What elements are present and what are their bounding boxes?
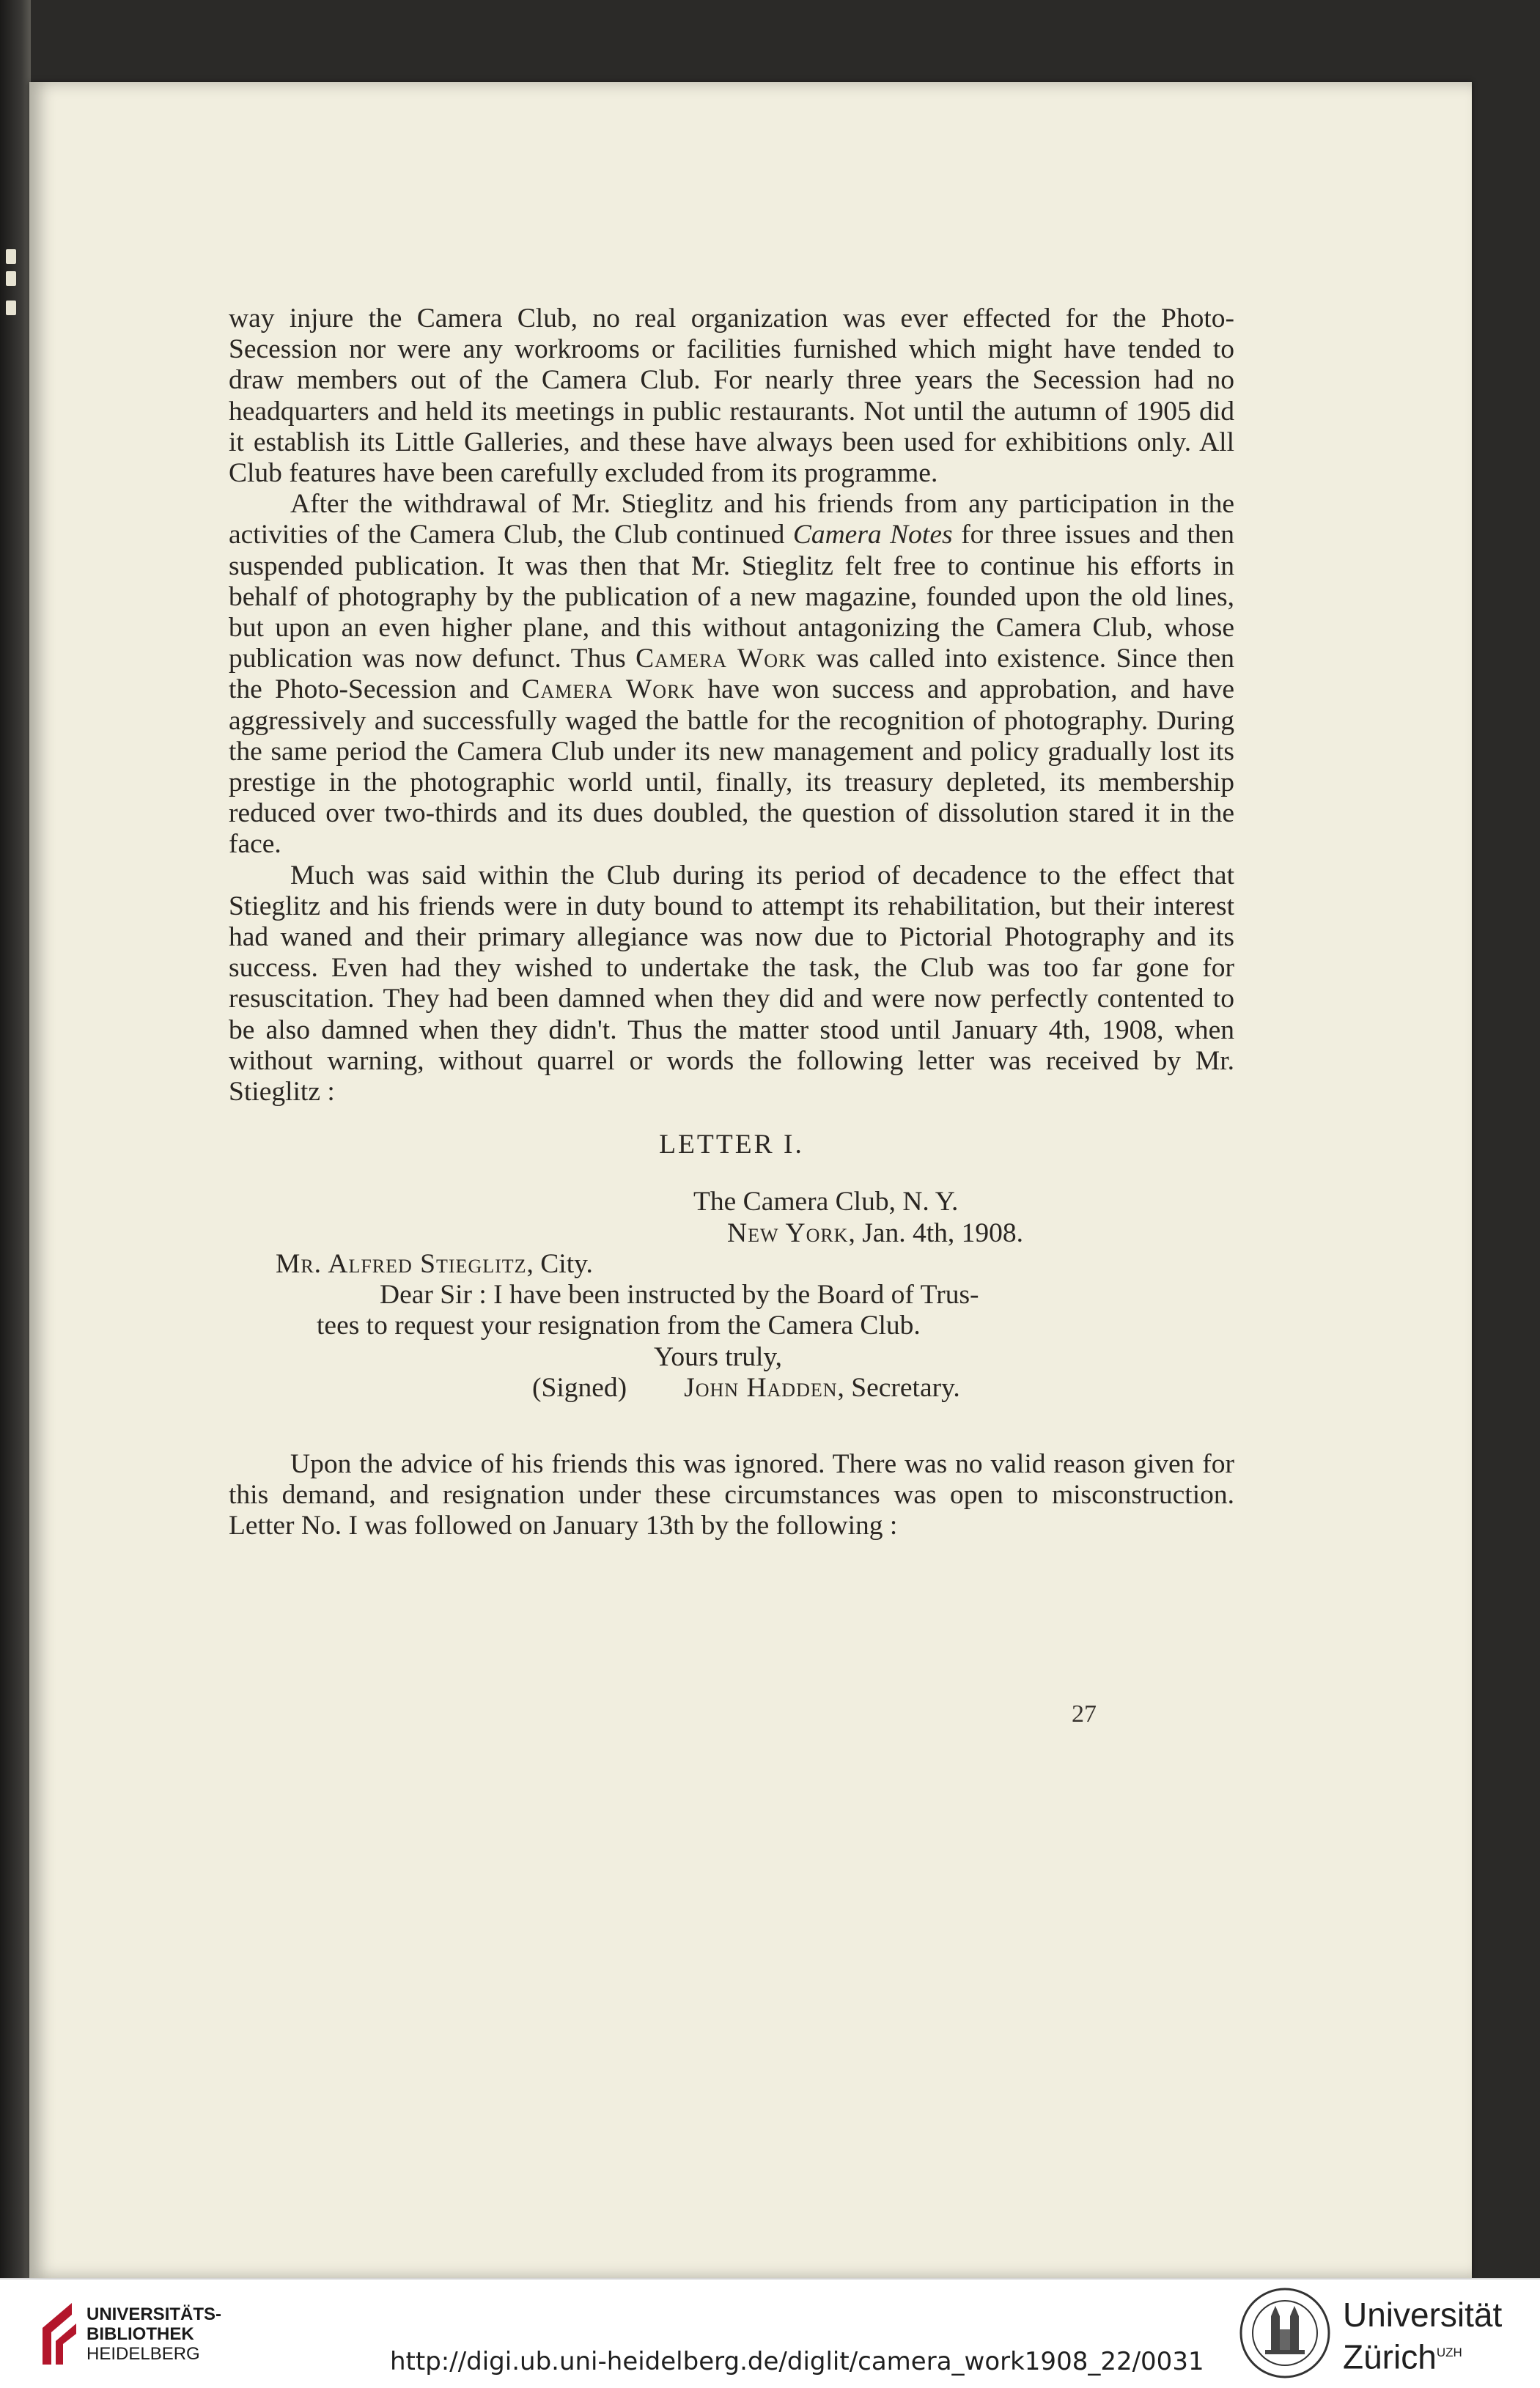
paragraph-2-text: have won success and approbation, and have aggressively and successfully waged the battle for the recognition of photography. During the same period the Camera Club under its new management and policy gradually lost its prestige in the photographic world until, finally, its treasury depleted, its membership reduced over two-thirds and its dues doubled, the question of dissolution stared it in the face.: [229, 674, 1234, 860]
binding-mark: [6, 271, 16, 286]
paragraph-2: [229, 489, 1234, 860]
library-name: [86, 2304, 221, 2364]
university-city: Zürich: [1343, 2337, 1437, 2376]
addressee-city: , City.: [526, 1248, 593, 1279]
binding-mark: [6, 249, 16, 264]
library-line: UNIVERSITÄTS-: [86, 2304, 222, 2324]
university-line: Universität: [1343, 2296, 1503, 2334]
paragraph-2-text: After the withdrawal of Mr. Stieglitz and his friends from any participation in the activities of the Camera Club, the Club continued: [229, 489, 1234, 550]
letter-club-line: The Camera Club, N. Y.: [693, 1187, 959, 1217]
university-name: [1343, 2296, 1502, 2376]
permalink-url[interactable]: http://digi.ub.uni-heidelberg.de/diglit/camera_work1908_22/0031: [390, 2347, 1204, 2376]
paragraph-2-text: for three issues and then suspended publication. It was then that Mr. Stieglitz felt free to continue his efforts in behalf of photography by the publication of a new magazine, founded upon the old lines, but upon an even higher plane, and this without antagonizing the Camera Club, whose publication was now defunct. Thus: [229, 520, 1234, 674]
letter-block: [229, 1187, 1234, 1403]
camera-notes-title: Camera Notes: [792, 520, 953, 550]
addressee-name: Mr. Alfred Stieglitz: [276, 1248, 527, 1279]
footer-bar: [0, 2278, 1540, 2388]
letter-closing: Yours truly,: [654, 1341, 783, 1372]
library-line: BIBLIOTHEK: [86, 2324, 194, 2344]
paragraph-1: way injure the Camera Club, no real organization was ever effected for the Photo-Secession nor were any workrooms or facilities furnished which might have tended to draw members out of the Camera Club. For nearly three years the Secession had no headquarters and held its meetings in public restaurants. Not until the autumn of 1905 did it establish its Little Galleries, and these have always been used for exhibitions only. All Club features have been carefully excluded from its programme.: [229, 303, 1234, 489]
book-page: [29, 82, 1472, 2278]
binding-mark: [6, 301, 16, 315]
letter-body-line: Dear Sir : I have been instructed by the Board of Trus-: [380, 1280, 979, 1311]
letter-addressee: [229, 1249, 1234, 1280]
page-number: 27: [1072, 1700, 1097, 1728]
letter-date: , Jan. 4th, 1908.: [848, 1217, 1024, 1248]
signer-title: , Secretary.: [837, 1372, 960, 1403]
ub-heidelberg-logo-icon[interactable]: [35, 2299, 79, 2373]
camera-work-title: Camera Work: [635, 644, 807, 674]
signed-label: (Signed): [532, 1372, 627, 1403]
signer-name: John Hadden: [684, 1372, 838, 1403]
uzh-superscript: UZH: [1436, 2345, 1462, 2359]
letter-signature: [229, 1373, 1234, 1404]
letter-date-line: [229, 1218, 1234, 1249]
letter-body-line: tees to request your resignation from the Camera Club.: [317, 1311, 921, 1341]
camera-work-title: Camera Work: [521, 674, 696, 705]
uzh-seal-icon[interactable]: [1239, 2287, 1331, 2383]
paragraph-4: Upon the advice of his friends this was ignored. There was no valid reason given for this demand, and resignation under these circumstances was open to misconstruction. Letter No. I was followed on January 13th by the following :: [229, 1448, 1234, 1541]
library-line: HEIDELBERG: [86, 2344, 200, 2364]
paragraph-3: Much was said within the Club during its period of decadence to the effect that Stieglitz and his friends were in duty bound to attempt its rehabilitation, but their interest had waned and their primary allegiance was now due to Pictorial Photography and its success. Even had they wished to undertake the task, the Club was too far gone for resuscitation. They had been damned when they did and were now perfectly contented to be also damned when they didn't. Thus the matter stood until January 4th, 1908, when without warning, without quarrel or words the following letter was received by Mr. Stieglitz :: [229, 860, 1234, 1108]
paragraph-2-text: was called into existence. Since then the Photo-Secession and: [229, 644, 1234, 705]
university-line: [1343, 2334, 1502, 2376]
letter-city: New York: [727, 1217, 849, 1248]
letter-heading: LETTER I.: [659, 1129, 804, 1160]
page-body: [229, 303, 1234, 1542]
book-binding-edge: [0, 0, 31, 2280]
